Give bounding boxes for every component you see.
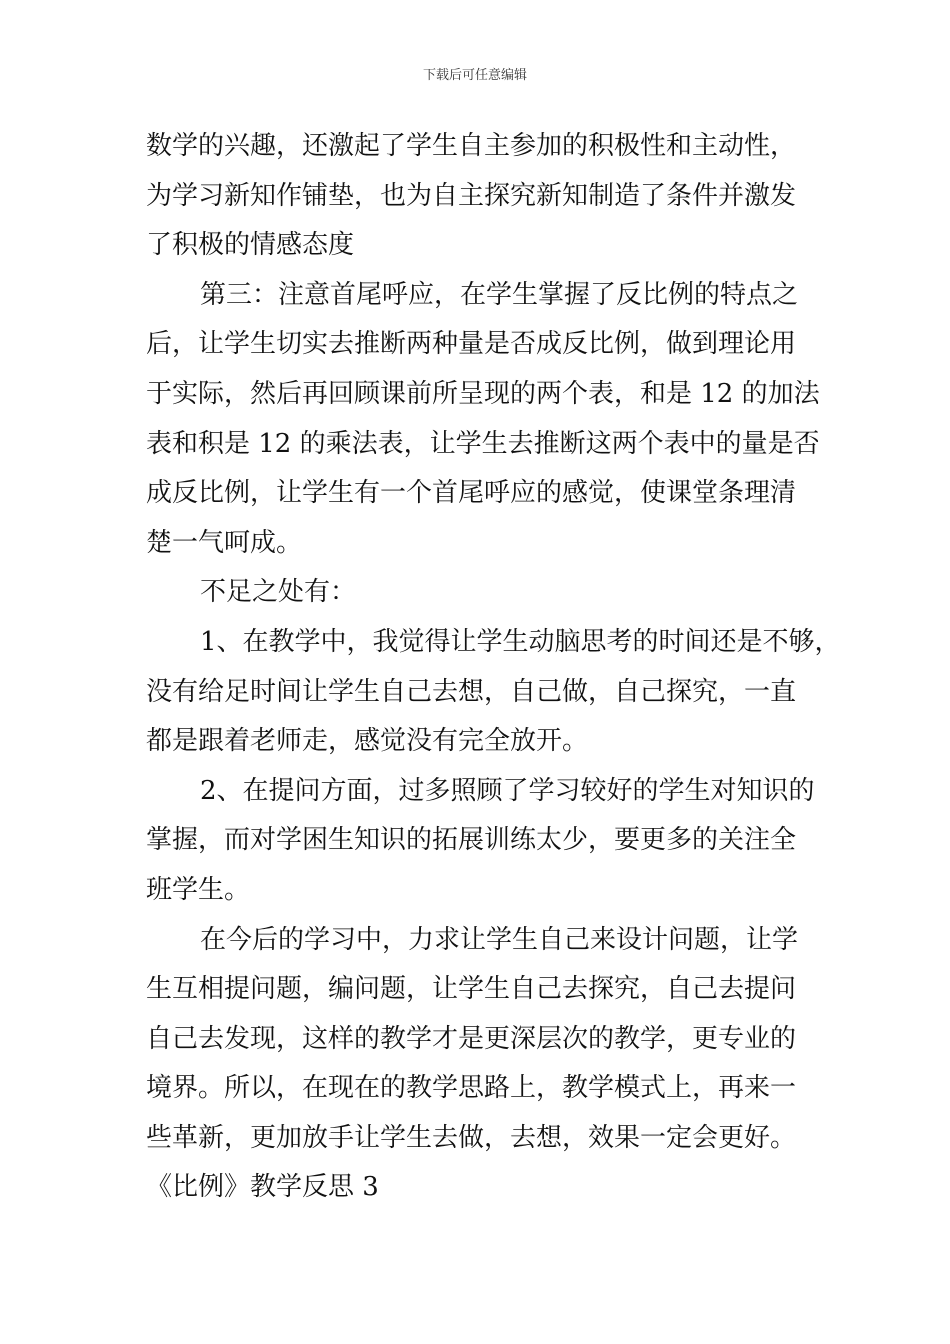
text-line: 表和积是 12 的乘法表，让学生去推断这两个表中的量是否	[146, 428, 820, 459]
text-line: 都是跟着老师走，感觉没有完全放开。	[146, 726, 589, 757]
section-title: 《比例》教学反思 3	[146, 1172, 379, 1203]
paragraph-start-line: 第三：注意首尾呼应，在学生掌握了反比例的特点之	[200, 279, 799, 310]
text-line: 生互相提问题，编问题，让学生自己去探究，自己去提问	[146, 974, 797, 1005]
paragraph-start-line: 1、在教学中，我觉得让学生动脑思考的时间还是不够，	[200, 626, 841, 657]
text-line: 后，让学生切实去推断两种量是否成反比例，做到理论用	[146, 329, 797, 360]
text-line: 楚一气呵成。	[146, 527, 303, 558]
paragraph-start-line: 不足之处有：	[200, 577, 357, 608]
paragraph-start-line: 在今后的学习中，力求让学生自己来设计问题，让学	[200, 924, 799, 955]
text-line: 些革新，更加放手让学生去做，去想，效果一定会更好。	[146, 1122, 797, 1153]
text-line: 数学的兴趣，还激起了学生自主参加的积极性和主动性，	[146, 131, 797, 161]
document-body	[146, 122, 841, 1213]
text-line: 了积极的情感态度	[146, 230, 355, 261]
text-line: 成反比例，让学生有一个首尾呼应的感觉，使课堂条理清	[146, 478, 797, 509]
text-line: 境界。所以，在现在的教学思路上，教学模式上，再来一	[146, 1073, 797, 1104]
text-line: 班学生。	[146, 874, 251, 905]
page-header: 下载后可任意编辑	[422, 68, 527, 83]
text-line: 没有给足时间让学生自己去想，自己做，自己探究，一直	[146, 676, 797, 707]
text-line: 为学习新知作铺垫，也为自主探究新知制造了条件并激发	[146, 180, 797, 211]
text-line: 掌握，而对学困生知识的拓展训练太少，要更多的关注全	[146, 825, 797, 856]
text-line: 自己去发现，这样的教学才是更深层次的教学，更专业的	[146, 1023, 797, 1054]
paragraph-start-line: 2、在提问方面，过多照顾了学习较好的学生对知识的	[200, 775, 815, 806]
text-line: 于实际，然后再回顾课前所呈现的两个表，和是 12 的加法	[146, 378, 820, 409]
